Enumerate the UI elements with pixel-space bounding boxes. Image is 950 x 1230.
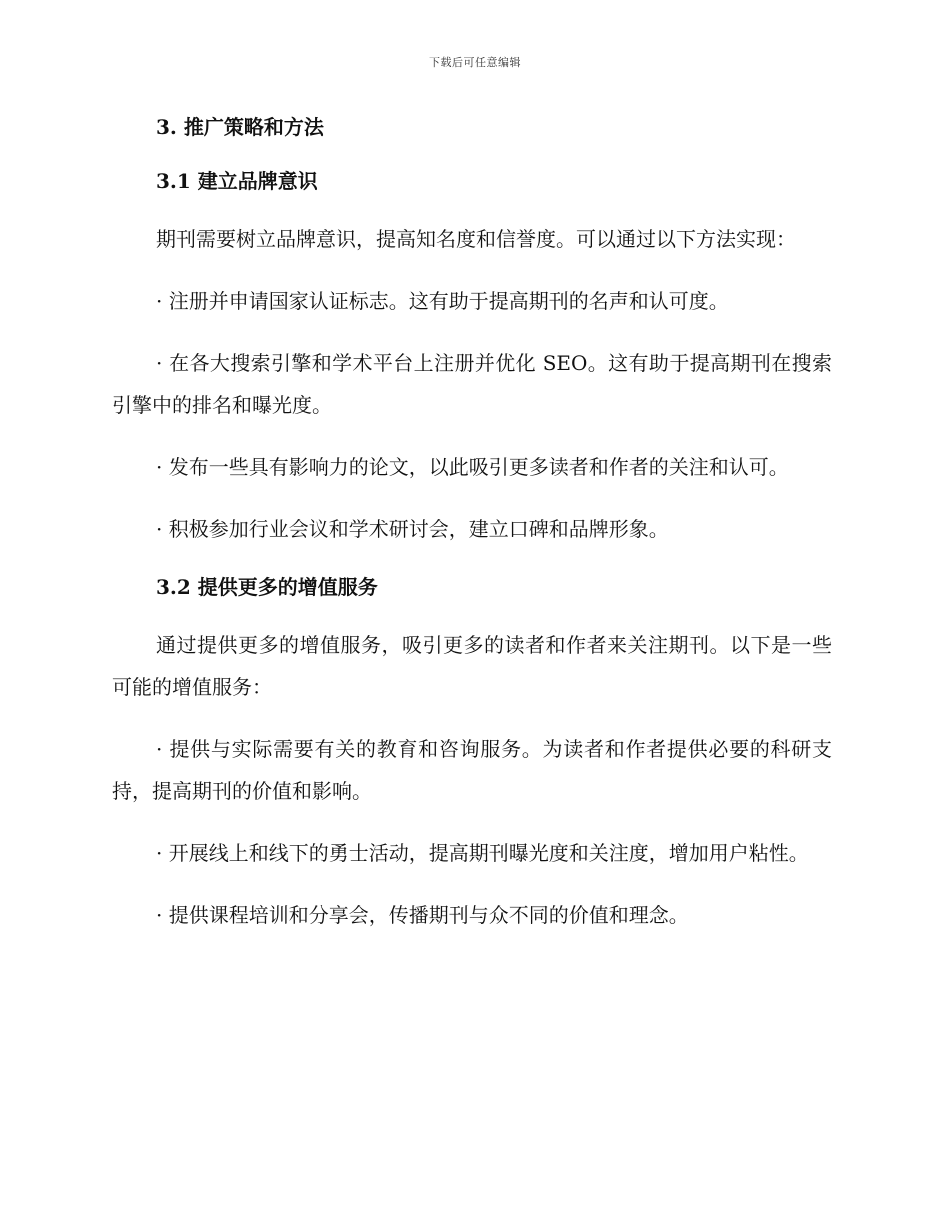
subsection-title-3-2: 3.2 提供更多的增值服务	[156, 575, 378, 599]
subsection-intro-3-1: 期刊需要树立品牌意识，提高知名度和信誉度。可以通过以下方法实现：	[156, 227, 796, 251]
bullet-item: · 发布一些具有影响力的论文，以此吸引更多读者和作者的关注和认可。	[156, 455, 789, 479]
section-title: 3. 推广策略和方法	[156, 115, 324, 139]
document-body	[112, 110, 832, 956]
subsection-title-3-1: 3.1 建立品牌意识	[156, 169, 318, 193]
bullet-item: · 开展线上和线下的勇士活动，提高期刊曝光度和关注度，增加用户粘性。	[156, 841, 809, 865]
bullet-item: · 在各大搜索引擎和学术平台上注册并优化 SEO。这有助于提高期刊在搜索引擎中的排名和曝光度。	[112, 351, 832, 417]
bullet-item: · 提供课程培训和分享会，传播期刊与众不同的价值和理念。	[156, 903, 689, 927]
header-note: 下载后可任意编辑	[429, 56, 521, 69]
bullet-item: · 注册并申请国家认证标志。这有助于提高期刊的名声和认可度。	[156, 289, 729, 313]
bullet-item: · 积极参加行业会议和学术研讨会，建立口碑和品牌形象。	[156, 517, 669, 541]
subsection-intro-3-2: 通过提供更多的增值服务，吸引更多的读者和作者来关注期刊。以下是一些可能的增值服务：	[112, 633, 832, 699]
bullet-item: · 提供与实际需要有关的教育和咨询服务。为读者和作者提供必要的科研支持，提高期刊的价值和影响。	[112, 737, 832, 803]
